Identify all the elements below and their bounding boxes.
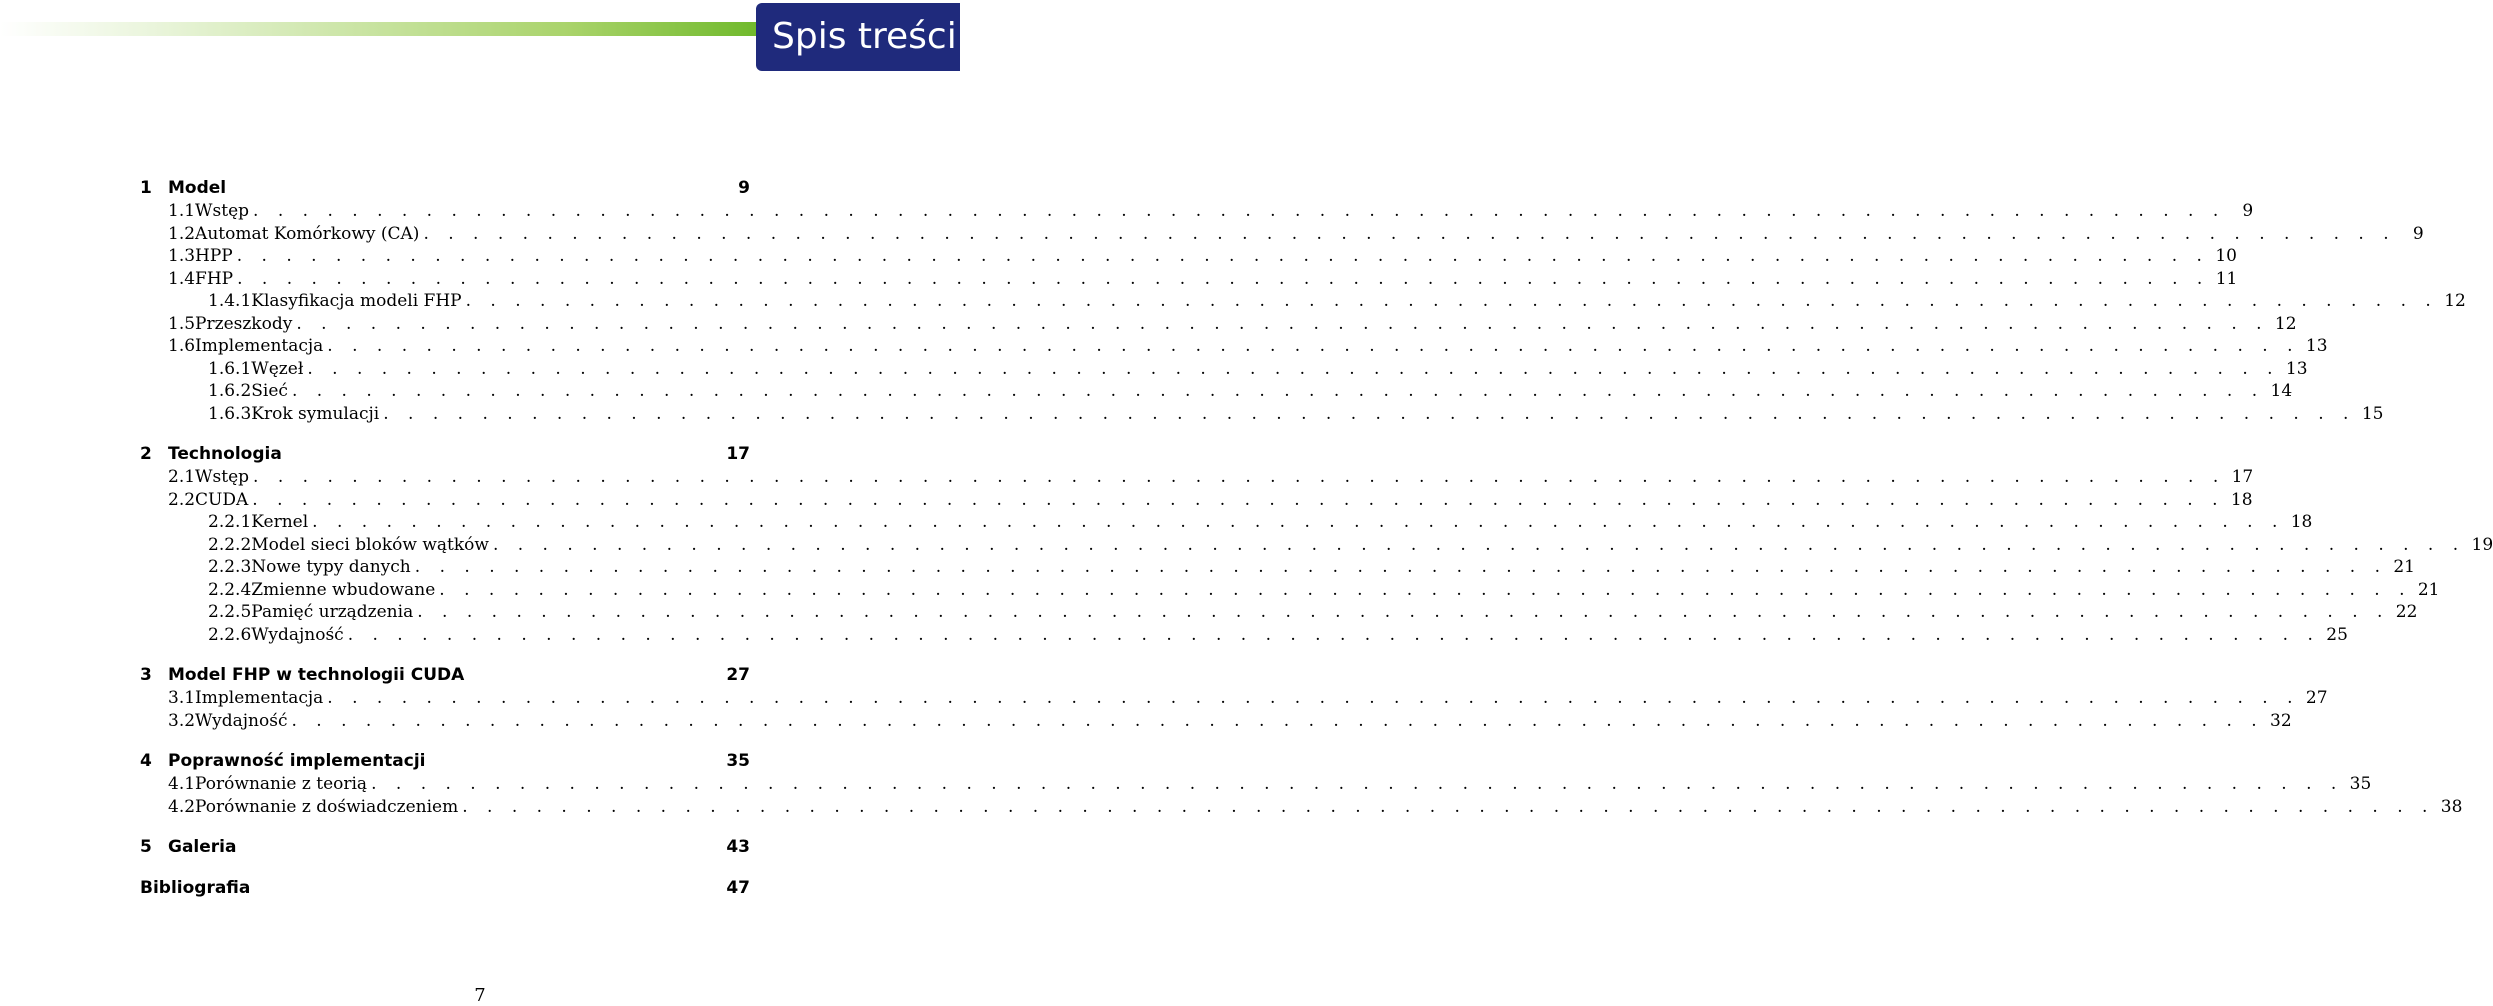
toc-chapter-section bbox=[140, 876, 750, 900]
page-title: Spis treści bbox=[756, 3, 960, 71]
toc-dot-leader: . . . . . . . . . . . . . . . . . . . . . . . . . . . . . . . . . . . . . . . . . . . . . . . . . . . . . . . . . . . . . . . . . . . . . . . . . . . . . . . . bbox=[307, 358, 2280, 379]
toc-entry-number: 2.2.2 bbox=[208, 534, 252, 555]
toc-section-entry[interactable] bbox=[140, 223, 2424, 246]
toc-dot-leader: . . . . . . . . . . . . . . . . . . . . . . . . . . . . . . . . . . . . . . . . . . . . . . . . . . . . . . . . . . . . . . . . . . . . . . . . . . . . . . . . bbox=[462, 796, 2435, 817]
toc-entry-page: 19 bbox=[2471, 534, 2493, 555]
toc-entry-number: 2.1 bbox=[168, 467, 196, 487]
toc-chapter-number: 2 bbox=[140, 444, 152, 464]
toc-entry-title: Węzeł bbox=[251, 358, 304, 379]
toc-entry-number: 2.2.3 bbox=[208, 557, 252, 577]
toc-entry-page: 9 bbox=[2242, 201, 2254, 221]
toc-dot-leader: . . . . . . . . . . . . . . . . . . . . . . . . . . . . . . . . . . . . . . . . . . . . . . . . . . . . . . . . . . . . . . . . . . . . . . . . . . . . . . . . bbox=[423, 223, 2396, 244]
toc-entry-title: Pamięć urządzenia bbox=[251, 602, 414, 622]
header-gradient-bar bbox=[0, 22, 760, 36]
toc-entry-number: 3.1 bbox=[168, 688, 196, 708]
toc-chapter-title: Technologia bbox=[168, 444, 282, 464]
toc-chapter-section bbox=[140, 663, 2328, 732]
toc-dot-leader: . . . . . . . . . . . . . . . . . . . . . . . . . . . . . . . . . . . . . . . . . . . . . . . . . . . . . . . . . . . . . . . . . . . . . . . . . . . . . . . . bbox=[312, 512, 2285, 532]
toc-chapter-number: 1 bbox=[140, 178, 152, 198]
toc-section-entry[interactable] bbox=[140, 466, 2254, 489]
toc-entry-page: 9 bbox=[2412, 223, 2424, 244]
toc-dot-leader: . . . . . . . . . . . . . . . . . . . . . . . . . . . . . . . . . . . . . . . . . . . . . . . . . . . . . . . . . . . . . . . . . . . . . . . . . . . . . . . . bbox=[439, 579, 2412, 600]
toc-entry-title: Implementacja bbox=[195, 688, 324, 708]
toc-section-entry[interactable] bbox=[140, 268, 2238, 291]
toc-entry-number: 3.2 bbox=[168, 710, 196, 731]
toc-chapter-title: Poprawność implementacji bbox=[168, 751, 426, 771]
toc-dot-leader: . . . . . . . . . . . . . . . . . . . . . . . . . . . . . . . . . . . . . . . . . . . . . . . . . . . . . . . . . . . . . . . . . . . . . . . . . . . . . . . . bbox=[296, 313, 2269, 334]
toc-dot-leader: . . . . . . . . . . . . . . . . . . . . . . . . . . . . . . . . . . . . . . . . . . . . . . . . . . . . . . . . . . . . . . . . . . . . . . . . . . . . . . . . bbox=[327, 688, 2300, 708]
toc-entry-number: 1.6.3 bbox=[208, 403, 252, 424]
toc-dot-leader: . . . . . . . . . . . . . . . . . . . . . . . . . . . . . . . . . . . . . . . . . . . . . . . . . . . . . . . . . . . . . . . . . . . . . . . . . . . . . . . . bbox=[236, 246, 2209, 266]
toc-subsection-entry[interactable] bbox=[140, 624, 2348, 647]
toc-entry-title: Porównanie z doświadczeniem bbox=[195, 796, 459, 817]
toc-dot-leader: . . . . . . . . . . . . . . . . . . . . . . . . . . . . . . . . . . . . . . . . . . . . . . . . . . . . . . . . . . . . . . . . . . . . . . . . . . . . . . . . bbox=[291, 381, 2265, 401]
toc-chapter-entry[interactable] bbox=[140, 176, 750, 200]
toc-chapter-title: Bibliografia bbox=[140, 878, 251, 898]
toc-entry-title: Wstęp bbox=[195, 467, 250, 487]
toc-subsection-entry[interactable] bbox=[140, 358, 2308, 381]
toc-section-entry[interactable] bbox=[140, 796, 2463, 819]
toc-entry-number: 2.2.4 bbox=[208, 579, 252, 600]
toc-entry-page: 13 bbox=[2285, 358, 2308, 379]
toc-chapter-page: 17 bbox=[726, 444, 750, 464]
toc-dot-leader: . . . . . . . . . . . . . . . . . . . . . . . . . . . . . . . . . . . . . . . . . . . . . . . . . . . . . . . . . . . . . . . . . . . . . . . . . . . . . . . . bbox=[237, 268, 2210, 289]
toc-entry-number: 1.2 bbox=[168, 223, 196, 244]
toc-dot-leader: . . . . . . . . . . . . . . . . . . . . . . . . . . . . . . . . . . . . . . . . . . . . . . . . . . . . . . . . . . . . . . . . . . . . . . . . . . . . . . . . bbox=[492, 534, 2466, 555]
toc-entry-page: 21 bbox=[2393, 557, 2415, 577]
toc-subsection-entry[interactable] bbox=[140, 534, 2493, 557]
toc-entry-page: 35 bbox=[2349, 774, 2372, 794]
toc-subsection-entry[interactable] bbox=[140, 403, 2384, 426]
toc-chapter-title: Galeria bbox=[168, 837, 237, 857]
toc-section-entry[interactable] bbox=[140, 245, 2237, 268]
toc-entry-title: Krok symulacji bbox=[251, 403, 380, 424]
toc-entry-page: 15 bbox=[2361, 403, 2384, 424]
toc-chapter-entry[interactable] bbox=[140, 876, 750, 900]
toc-chapter-title: Model bbox=[168, 178, 227, 198]
toc-chapter-section bbox=[140, 176, 2466, 425]
toc-entry-page: 13 bbox=[2305, 336, 2328, 356]
toc-chapter-number: 4 bbox=[140, 751, 152, 771]
toc-entry-page: 27 bbox=[2305, 688, 2328, 708]
toc-entry-title: Wydajność bbox=[251, 624, 344, 645]
toc-entry-title: Wstęp bbox=[195, 201, 250, 221]
toc-entry-title: Przeszkody bbox=[195, 313, 293, 334]
toc-section-entry[interactable] bbox=[140, 200, 2254, 223]
toc-section-entry[interactable] bbox=[140, 773, 2372, 796]
toc-entry-page: 11 bbox=[2215, 268, 2238, 289]
toc-entry-title: CUDA bbox=[195, 489, 249, 510]
toc-entry-page: 18 bbox=[2290, 512, 2313, 532]
toc-section-entry[interactable] bbox=[140, 489, 2253, 512]
toc-section-entry[interactable] bbox=[140, 687, 2328, 710]
toc-dot-leader: . . . . . . . . . . . . . . . . . . . . . . . . . . . . . . . . . . . . . . . . . . . . . . . . . . . . . . . . . . . . . . . . . . . . . . . . . . . . . . . . bbox=[417, 602, 2390, 622]
toc-chapter-entry[interactable] bbox=[140, 835, 750, 859]
toc-entry-number: 1.4.1 bbox=[208, 291, 252, 311]
toc-subsection-entry[interactable] bbox=[140, 380, 2293, 403]
toc-chapter-number: 3 bbox=[140, 665, 152, 685]
toc-dot-leader: . . . . . . . . . . . . . . . . . . . . . . . . . . . . . . . . . . . . . . . . . . . . . . . . . . . . . . . . . . . . . . . . . . . . . . . . . . . . . . . . bbox=[371, 774, 2344, 794]
toc-dot-leader: . . . . . . . . . . . . . . . . . . . . . . . . . . . . . . . . . . . . . . . . . . . . . . . . . . . . . . . . . . . . . . . . . . . . . . . . . . . . . . . . bbox=[414, 557, 2387, 577]
toc-entry-title: FHP bbox=[195, 268, 234, 289]
toc-entry-number: 1.6.1 bbox=[208, 358, 252, 379]
toc-entry-page: 18 bbox=[2230, 489, 2253, 510]
toc-chapter-page: 27 bbox=[726, 665, 750, 685]
toc-entry-page: 14 bbox=[2270, 381, 2293, 401]
toc-chapter-entry[interactable] bbox=[140, 442, 750, 466]
toc-entry-title: Model sieci bloków wątków bbox=[251, 534, 489, 555]
toc-entry-number: 1.6 bbox=[168, 336, 196, 356]
toc-dot-leader: . . . . . . . . . . . . . . . . . . . . . . . . . . . . . . . . . . . . . . . . . . . . . . . . . . . . . . . . . . . . . . . . . . . . . . . . . . . . . . . . bbox=[253, 201, 2226, 221]
toc-chapter-entry[interactable] bbox=[140, 749, 750, 773]
toc-entry-title: Sieć bbox=[251, 381, 288, 401]
toc-subsection-entry[interactable] bbox=[140, 556, 2415, 579]
toc-section-entry[interactable] bbox=[140, 313, 2297, 336]
toc-chapter-page: 47 bbox=[726, 878, 750, 898]
toc-subsection-entry[interactable] bbox=[140, 290, 2466, 313]
toc-dot-leader: . . . . . . . . . . . . . . . . . . . . . . . . . . . . . . . . . . . . . . . . . . . . . . . . . . . . . . . . . . . . . . . . . . . . . . . . . . . . . . . . bbox=[347, 624, 2320, 645]
toc-entry-page: 12 bbox=[2444, 291, 2466, 311]
toc-entry-title: Zmienne wbudowane bbox=[251, 579, 436, 600]
toc-entry-number: 1.3 bbox=[168, 246, 196, 266]
toc-entry-page: 21 bbox=[2417, 579, 2440, 600]
toc-entry-number: 1.6.2 bbox=[208, 381, 252, 401]
toc-entry-page: 17 bbox=[2231, 467, 2254, 487]
toc-entry-title: Nowe typy danych bbox=[251, 557, 411, 577]
toc-chapter-section bbox=[140, 749, 2463, 818]
toc-entry-page: 25 bbox=[2326, 624, 2348, 645]
toc-entry-page: 10 bbox=[2215, 246, 2237, 266]
toc-entry-page: 22 bbox=[2395, 602, 2418, 622]
toc-dot-leader: . . . . . . . . . . . . . . . . . . . . . . . . . . . . . . . . . . . . . . . . . . . . . . . . . . . . . . . . . . . . . . . . . . . . . . . . . . . . . . . . bbox=[291, 710, 2264, 731]
toc-entry-title: Wydajność bbox=[195, 710, 288, 731]
toc-entry-page: 12 bbox=[2274, 313, 2297, 334]
toc-subsection-entry[interactable] bbox=[140, 601, 2418, 624]
toc-chapter-page: 9 bbox=[738, 178, 750, 198]
toc-entry-page: 32 bbox=[2270, 710, 2292, 731]
toc-entry-title: Porównanie z teorią bbox=[195, 774, 368, 794]
toc-dot-leader: . . . . . . . . . . . . . . . . . . . . . . . . . . . . . . . . . . . . . . . . . . . . . . . . . . . . . . . . . . . . . . . . . . . . . . . . . . . . . . . . bbox=[253, 467, 2226, 487]
toc-chapter-page: 43 bbox=[726, 837, 750, 857]
toc-dot-leader: . . . . . . . . . . . . . . . . . . . . . . . . . . . . . . . . . . . . . . . . . . . . . . . . . . . . . . . . . . . . . . . . . . . . . . . . . . . . . . . . bbox=[465, 291, 2438, 311]
toc-chapter-page: 35 bbox=[726, 751, 750, 771]
toc-entry-number: 2.2.5 bbox=[208, 602, 252, 622]
toc-chapter-number: 5 bbox=[140, 837, 152, 857]
toc-dot-leader: . . . . . . . . . . . . . . . . . . . . . . . . . . . . . . . . . . . . . . . . . . . . . . . . . . . . . . . . . . . . . . . . . . . . . . . . . . . . . . . . bbox=[383, 403, 2356, 424]
toc-entry-number: 4.1 bbox=[168, 774, 196, 794]
toc-subsection-entry[interactable] bbox=[140, 579, 2440, 602]
toc-entry-title: Kernel bbox=[251, 512, 309, 532]
toc-entry-number: 2.2.1 bbox=[208, 512, 252, 532]
page-number: 7 bbox=[474, 985, 486, 1006]
toc-chapter-section bbox=[140, 442, 2493, 646]
toc-entry-title: Implementacja bbox=[195, 336, 324, 356]
toc-subsection-entry[interactable] bbox=[140, 511, 2313, 534]
toc-chapter-entry[interactable] bbox=[140, 663, 750, 687]
toc-entry-number: 1.4 bbox=[168, 268, 196, 289]
toc-entry-title: HPP bbox=[195, 246, 233, 266]
toc-dot-leader: . . . . . . . . . . . . . . . . . . . . . . . . . . . . . . . . . . . . . . . . . . . . . . . . . . . . . . . . . . . . . . . . . . . . . . . . . . . . . . . . bbox=[252, 489, 2225, 510]
toc-entry-number: 1.5 bbox=[168, 313, 196, 334]
toc-section-entry[interactable] bbox=[140, 710, 2292, 733]
toc-dot-leader: . . . . . . . . . . . . . . . . . . . . . . . . . . . . . . . . . . . . . . . . . . . . . . . . . . . . . . . . . . . . . . . . . . . . . . . . . . . . . . . . bbox=[327, 336, 2300, 356]
toc-chapter-title: Model FHP w technologii CUDA bbox=[168, 665, 465, 685]
toc-entry-number: 2.2 bbox=[168, 489, 196, 510]
toc-entry-number: 1.1 bbox=[168, 201, 196, 221]
toc-entry-number: 4.2 bbox=[168, 796, 196, 817]
toc-entry-title: Klasyfikacja modeli FHP bbox=[251, 291, 462, 311]
toc-chapter-section bbox=[140, 835, 750, 859]
toc-section-entry[interactable] bbox=[140, 335, 2328, 358]
table-of-contents bbox=[140, 176, 2493, 917]
toc-entry-page: 38 bbox=[2440, 796, 2463, 817]
toc-entry-number: 2.2.6 bbox=[208, 624, 252, 645]
toc-entry-title: Automat Komórkowy (CA) bbox=[195, 223, 420, 244]
